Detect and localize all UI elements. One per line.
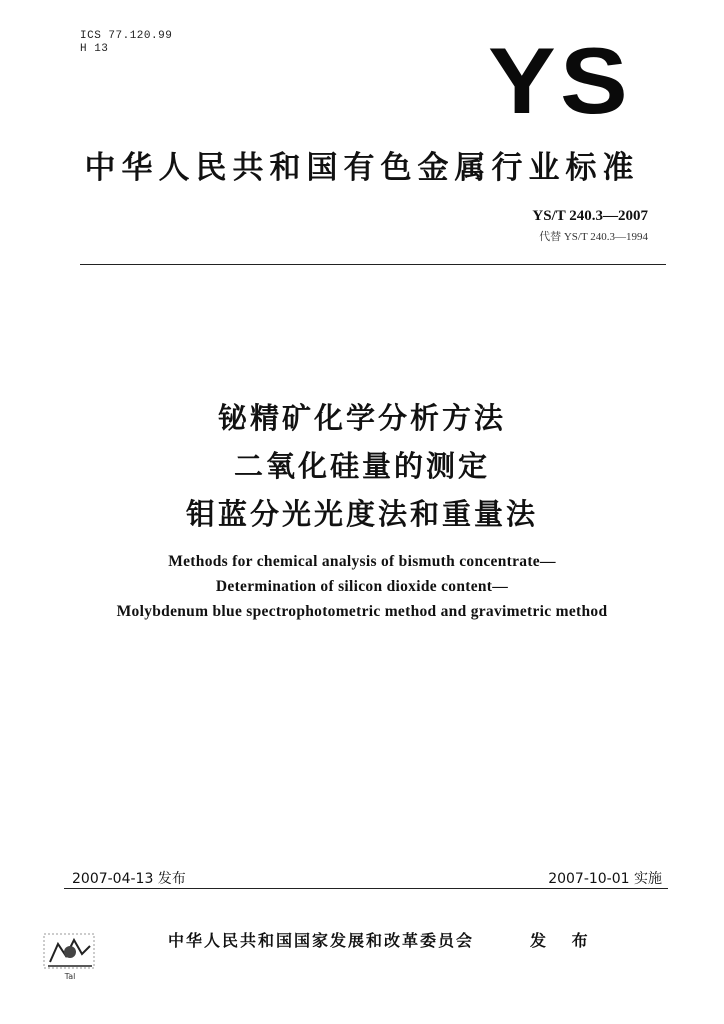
issue-label: 发 布 [530, 931, 598, 950]
standard-code: YS/T 240.3—2007 [532, 208, 648, 224]
ics-code: ICS 77.120.99 [80, 30, 173, 42]
title-en-line-3: Molybdenum blue spectrophotometric method and gravimetric method [116, 603, 608, 620]
title-cn-line-2: 二氧化硅量的测定 [233, 449, 490, 483]
issue-date: 2007-04-13 发布 [72, 871, 186, 887]
header-divider [80, 264, 666, 265]
ys-logo: YS [488, 28, 633, 133]
publisher-seal-icon [40, 932, 100, 982]
effective-date: 2007-10-01 实施 [548, 871, 662, 887]
title-cn-line-1: 铋精矿化学分析方法 [217, 401, 506, 435]
classification-code: H 13 [80, 43, 109, 55]
footer-divider [64, 888, 668, 889]
ics-classification [80, 30, 172, 56]
seal-text: Tal [64, 972, 76, 981]
replaces-code: 代替 YS/T 240.3—1994 [539, 231, 648, 243]
title-en-line-2: Determination of silicon dioxide content— [215, 578, 509, 595]
issuing-authority: 中华人民共和国国家发展和改革委员会 [168, 931, 475, 950]
standard-title: 中华人民共和国有色金属行业标准 [84, 150, 640, 186]
title-en-line-1: Methods for chemical analysis of bismuth concentrate— [168, 553, 556, 570]
title-cn-line-3: 钼蓝分光光度法和重量法 [185, 497, 538, 531]
